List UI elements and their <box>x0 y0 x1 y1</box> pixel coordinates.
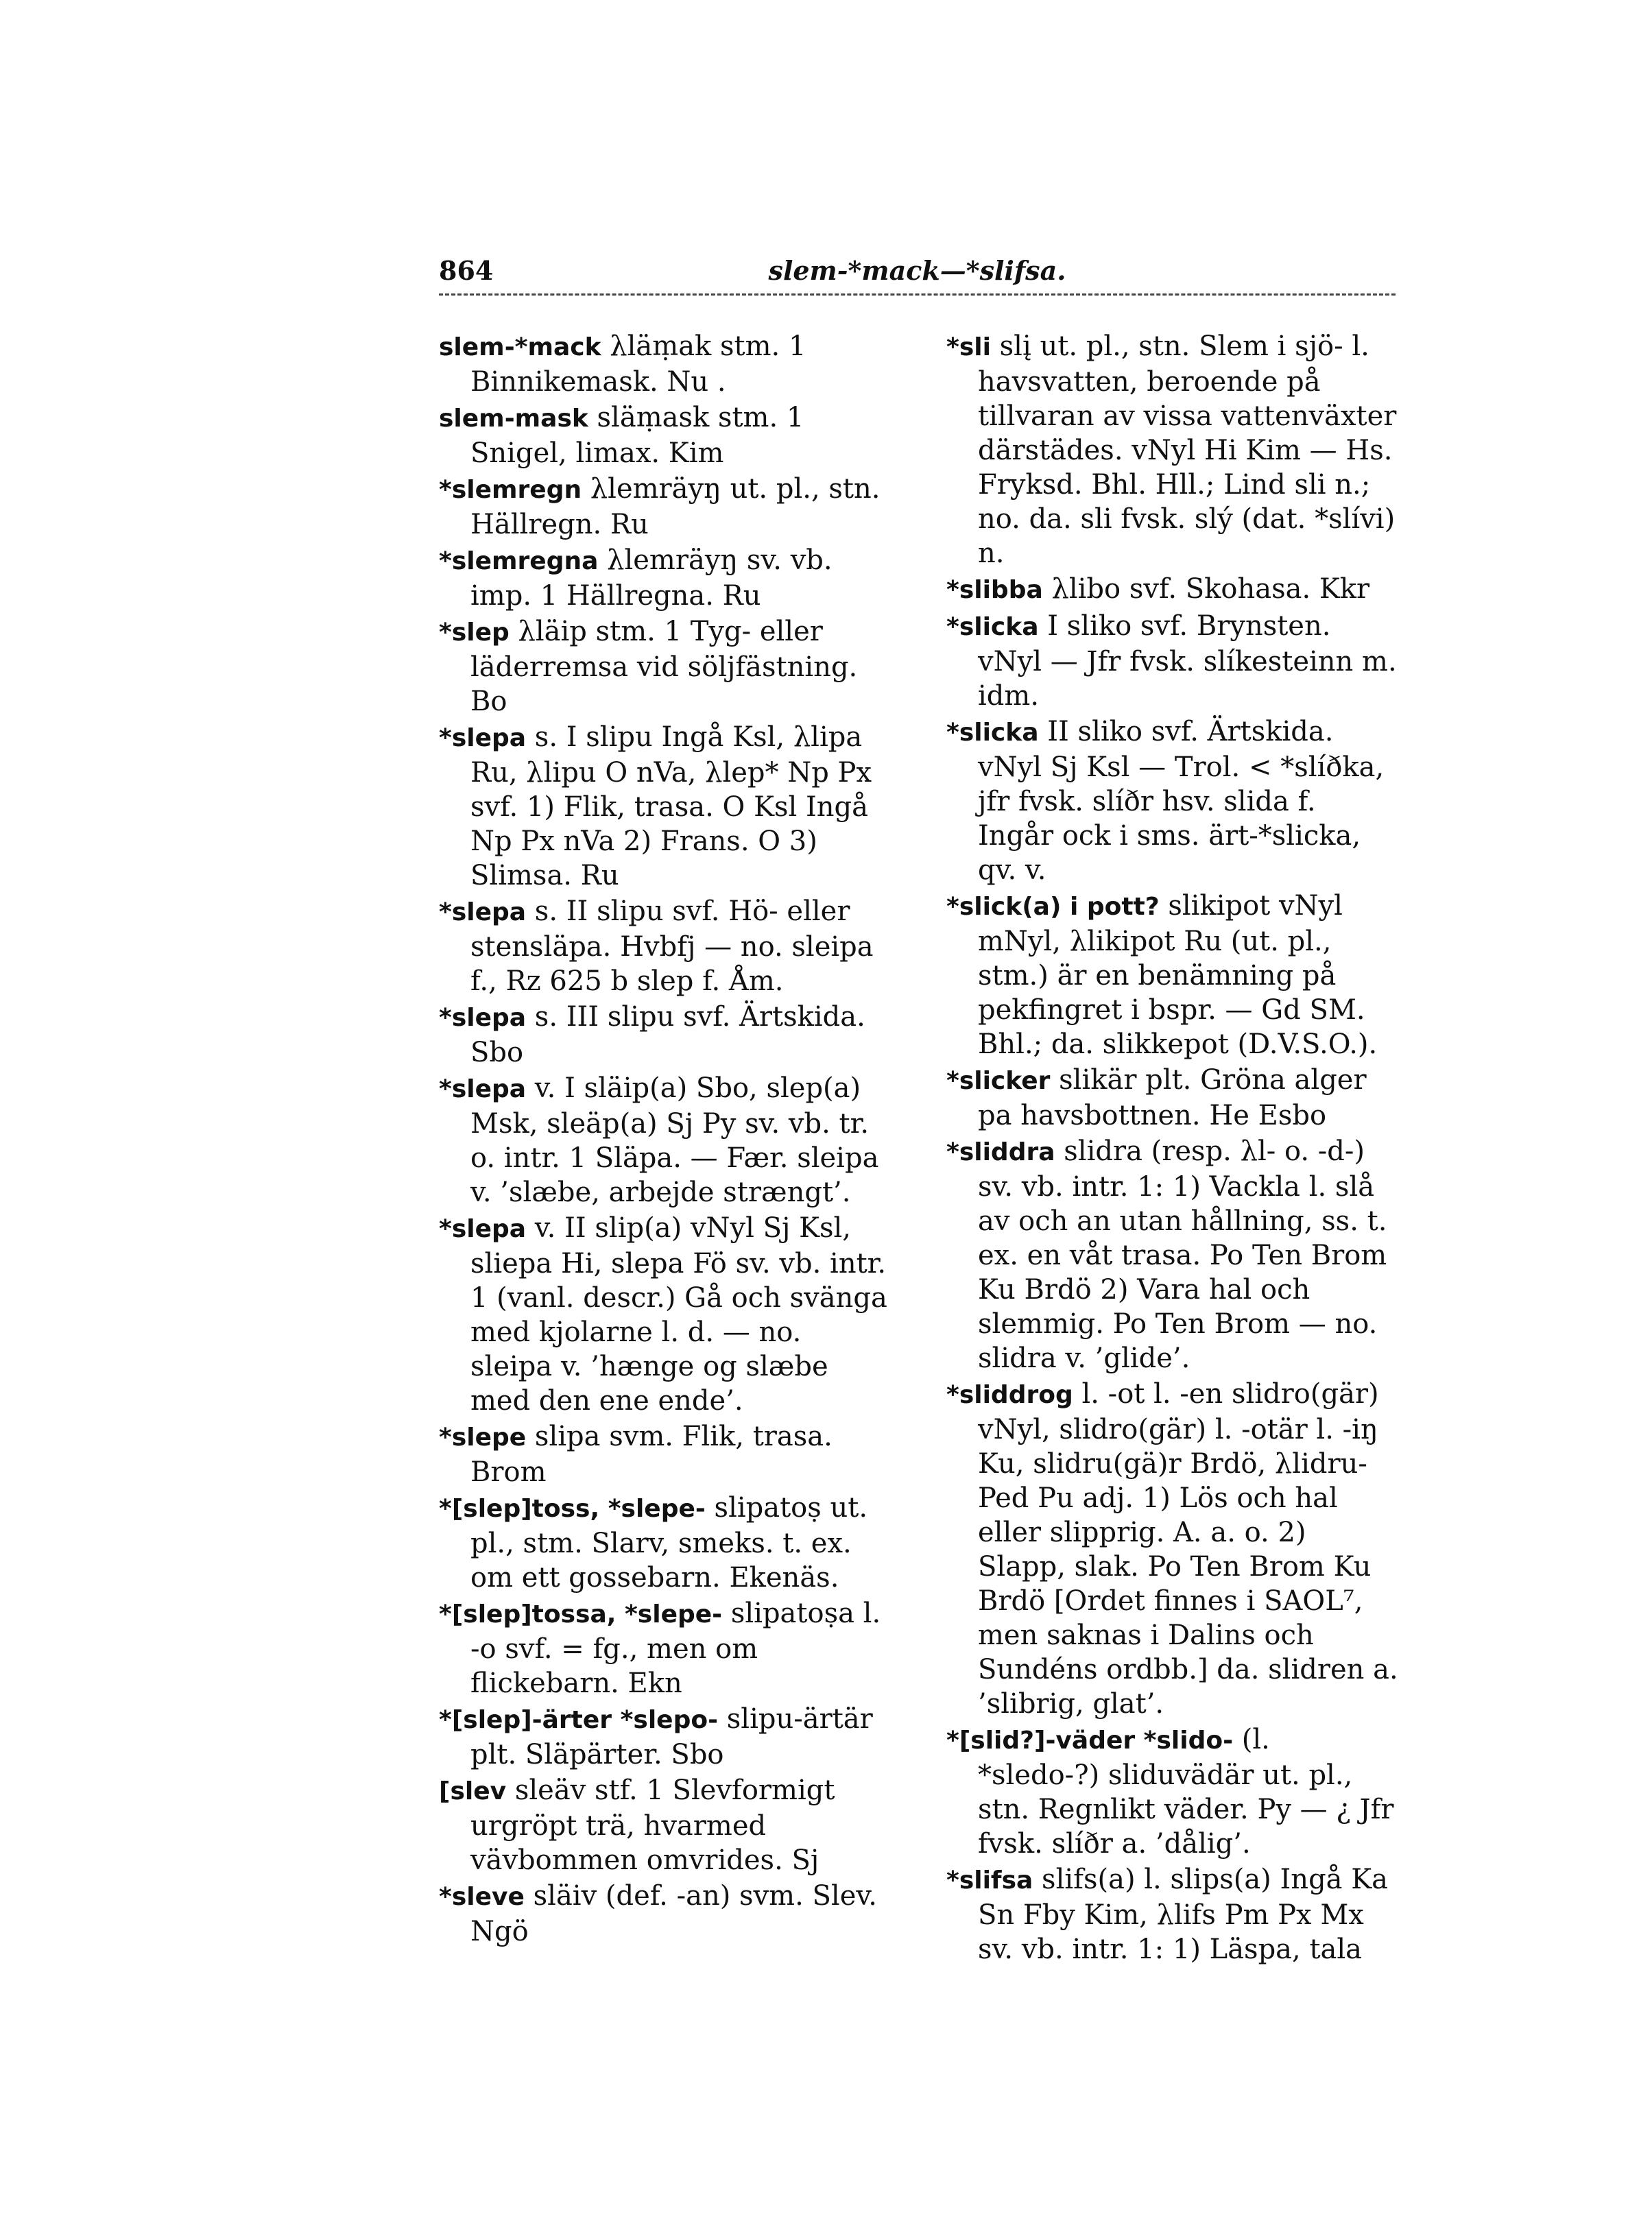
entry-headword: *slemregn <box>439 476 582 504</box>
dictionary-entry <box>946 609 1399 713</box>
entry-text: slipa svm. Flik, trasa. Brom <box>470 1421 833 1488</box>
entry-headword: *slepe <box>439 1423 527 1452</box>
entry-text: s. III slipu svf. Ärtskida. Sbo <box>470 1001 865 1068</box>
entry-headword: *sliddra <box>946 1138 1055 1166</box>
entry-headword: slem-*mack <box>439 333 601 361</box>
dictionary-entry <box>439 329 891 399</box>
page-number: 864 <box>439 255 494 286</box>
entry-text: slikär plt. Gröna alger pa havsbottnen. He Esbo <box>978 1064 1367 1131</box>
entry-headword: *slibba <box>946 576 1043 604</box>
entry-headword: *slepa <box>439 898 527 926</box>
entry-headword: [slev <box>439 1777 507 1805</box>
entry-text: λlibo svf. Skohasa. Kkr <box>1042 573 1370 605</box>
entry-text: I sliko svf. Brynsten. vNyl — Jfr fvsk. slíkesteinn m. idm. <box>978 610 1397 712</box>
entry-headword: *[slep]tossa, *slepe- <box>439 1600 723 1629</box>
dictionary-entry <box>946 329 1399 570</box>
entry-headword: *slick(a) i pott? <box>946 893 1160 921</box>
entry-headword: *slicker <box>946 1067 1051 1095</box>
right-column <box>946 329 1399 1968</box>
entry-headword: *[slid?]-väder *slido- <box>946 1727 1234 1755</box>
dictionary-entry <box>439 1773 891 1877</box>
dictionary-entry <box>439 1071 891 1210</box>
dictionary-entry <box>946 1377 1399 1721</box>
entry-headword: *slicka <box>946 613 1039 641</box>
dictionary-entry <box>439 1211 891 1418</box>
entry-text: λlemräyŋ ut. pl., stn. Hällregn. Ru <box>470 473 881 540</box>
entry-text: v. II slip(a) vNyl Sj Ksl, sliepa Hi, slepa Fö sv. vb. intr. 1 (vanl. descr.) Gå och svänga med kjolarne l. d. — no. sleipa v. ’hænge og slæbe med den ene ende’. <box>470 1212 887 1417</box>
dictionary-entry <box>439 1596 891 1701</box>
entry-text: slipatoṣa l. -o svf. = fg., men om flickebarn. Ekn <box>470 1598 881 1699</box>
entry-text: λläip stm. 1 Tyg- eller läderremsa vid söljfästning. Bo <box>470 616 858 717</box>
dictionary-entry <box>946 1862 1399 1967</box>
page-header <box>439 255 1396 299</box>
running-head: slem-*mack—*slifsa. <box>768 255 1066 286</box>
entry-text: slipatoṣ ut. pl., stm. Slarv, smeks. t. ex. om ett gossebarn. Ekenäs. <box>470 1492 868 1594</box>
dictionary-entry <box>946 1134 1399 1375</box>
dictionary-entry <box>439 894 891 998</box>
entry-text: slifs(a) l. slips(a) Ingå Ka Sn Fby Kim, λlifs Pm Px Mx sv. vb. intr. 1: 1) Läspa, tala <box>978 1864 1388 1965</box>
entry-text: λlemräyŋ sv. vb. imp. 1 Hällregna. Ru <box>470 544 833 612</box>
entry-headword: *[slep]-ärter *slepo- <box>439 1706 719 1734</box>
entry-headword: *slicka <box>946 719 1039 747</box>
header-rule <box>439 293 1396 296</box>
entry-headword: *sleve <box>439 1883 525 1911</box>
entry-text: II sliko svf. Ärtskida. vNyl Sj Ksl — Trol. < *slíðka, jfr fvsk. slíðr hsv. slida f. Ingår ock i sms. ärt-*slicka, qv. v. <box>978 716 1385 886</box>
dictionary-entry <box>439 1879 891 1949</box>
dictionary-entry <box>439 1491 891 1595</box>
dictionary-entry <box>946 572 1399 608</box>
entry-headword: *slep <box>439 618 510 647</box>
entry-text: λläṃak stm. 1 Binnikemask. Nu . <box>470 331 806 398</box>
entry-text: slidra (resp. λl- o. -d-) sv. vb. intr. 1: 1) Vackla l. slå av och an utan hållning, ss. t. ex. en våt trasa. Po Ten Brom Ku Brdö 2) Vara hal och slemmig. Po Ten Brom — no. slidra v. ’glide’. <box>978 1135 1387 1374</box>
entry-headword: *slepa <box>439 1075 527 1103</box>
entry-headword: *slepa <box>439 1004 527 1032</box>
entry-headword: *slifsa <box>946 1866 1033 1895</box>
dictionary-entry <box>439 614 891 719</box>
dictionary-entry <box>439 472 891 542</box>
entry-text: s. I slipu Ingå Ksl, λlipa Ru, λlipu O nVa, λlep* Np Px svf. 1) Flik, trasa. O Ksl Ingå Np Px nVa 2) Frans. O 3) Slimsa. Ru <box>470 721 872 891</box>
left-column <box>439 329 891 1950</box>
dictionary-entry <box>439 1000 891 1070</box>
dictionary-entry <box>439 1702 891 1772</box>
entry-text: v. I släip(a) Sbo, slep(a) Msk, sleäp(a) Sj Py sv. vb. tr. o. intr. 1 Släpa. — Fær. sleipa v. ’slæbe, arbejde strængt’. <box>470 1072 879 1208</box>
dictionary-entry <box>946 889 1399 1061</box>
entry-headword: *slepa <box>439 724 527 752</box>
entry-text: slipu-ärtär plt. Släpärter. Sbo <box>470 1703 873 1770</box>
dictionary-entry <box>946 714 1399 887</box>
dictionary-entry <box>946 1063 1399 1133</box>
dictionary-entry <box>946 1722 1399 1861</box>
entry-headword: *slepa <box>439 1215 527 1243</box>
entry-text: (l. *sledo-?) sliduvädär ut. pl., stn. Regnlikt väder. Py — ¿ Jfr fvsk. slíðr a. ’dålig’. <box>978 1724 1394 1860</box>
entry-text: släiv (def. -an) svm. Slev. Ngö <box>470 1880 877 1947</box>
entry-text: släṃask stm. 1 Snigel, limax. Kim <box>470 402 804 469</box>
dictionary-entry <box>439 400 891 470</box>
dictionary-entry <box>439 720 891 893</box>
entry-headword: *[slep]toss, *slepe- <box>439 1495 706 1523</box>
dictionary-entry <box>439 543 891 613</box>
entry-text: slikipot vNyl mNyl, λlikipot Ru (ut. pl., stm.) är en benämning på pekfingret i bspr. — Gd SM. Bhl.; da. slikkepot (D.V.S.O.). <box>978 890 1378 1060</box>
entry-headword: *sli <box>946 333 991 361</box>
entry-headword: *sliddrog <box>946 1381 1073 1409</box>
entry-headword: *slemregna <box>439 547 599 575</box>
dictionary-entry <box>439 1419 891 1489</box>
entry-text: sleäv stf. 1 Slevformigt urgröpt trä, hvarmed vävbommen omvrides. Sj <box>470 1775 835 1876</box>
entry-text: s. II slipu svf. Hö- eller stensläpa. Hvbfj — no. sleipa f., Rz 625 b slep f. Åm. <box>470 896 874 997</box>
entry-text: l. -ot l. -en slidro(gär) vNyl, slidro(gär) l. -otär l. -iŋ Ku, slidru(gä)r Brdö, λlidru- Ped Pu adj. 1) Lös och hal eller slipprig. A. a. o. 2) Slapp, slak. Po Ten Brom Ku Brdö [Ordet finnes i SAOL⁷, men saknas i Dalins och Sundéns ordbb.] da. slidren a. ’slibrig, glat’. <box>978 1378 1398 1720</box>
entry-text: slį ut. pl., stn. Slem i sjö- l. havsvatten, beroende på tillvaran av vissa vattenväxter därstädes. vNyl Hi Kim — Hs. Fryksd. Bhl. Hll.; Lind sli n.; no. da. sli fvsk. slý (dat. *slívi) n. <box>978 331 1397 569</box>
entry-headword: slem-mask <box>439 405 588 433</box>
